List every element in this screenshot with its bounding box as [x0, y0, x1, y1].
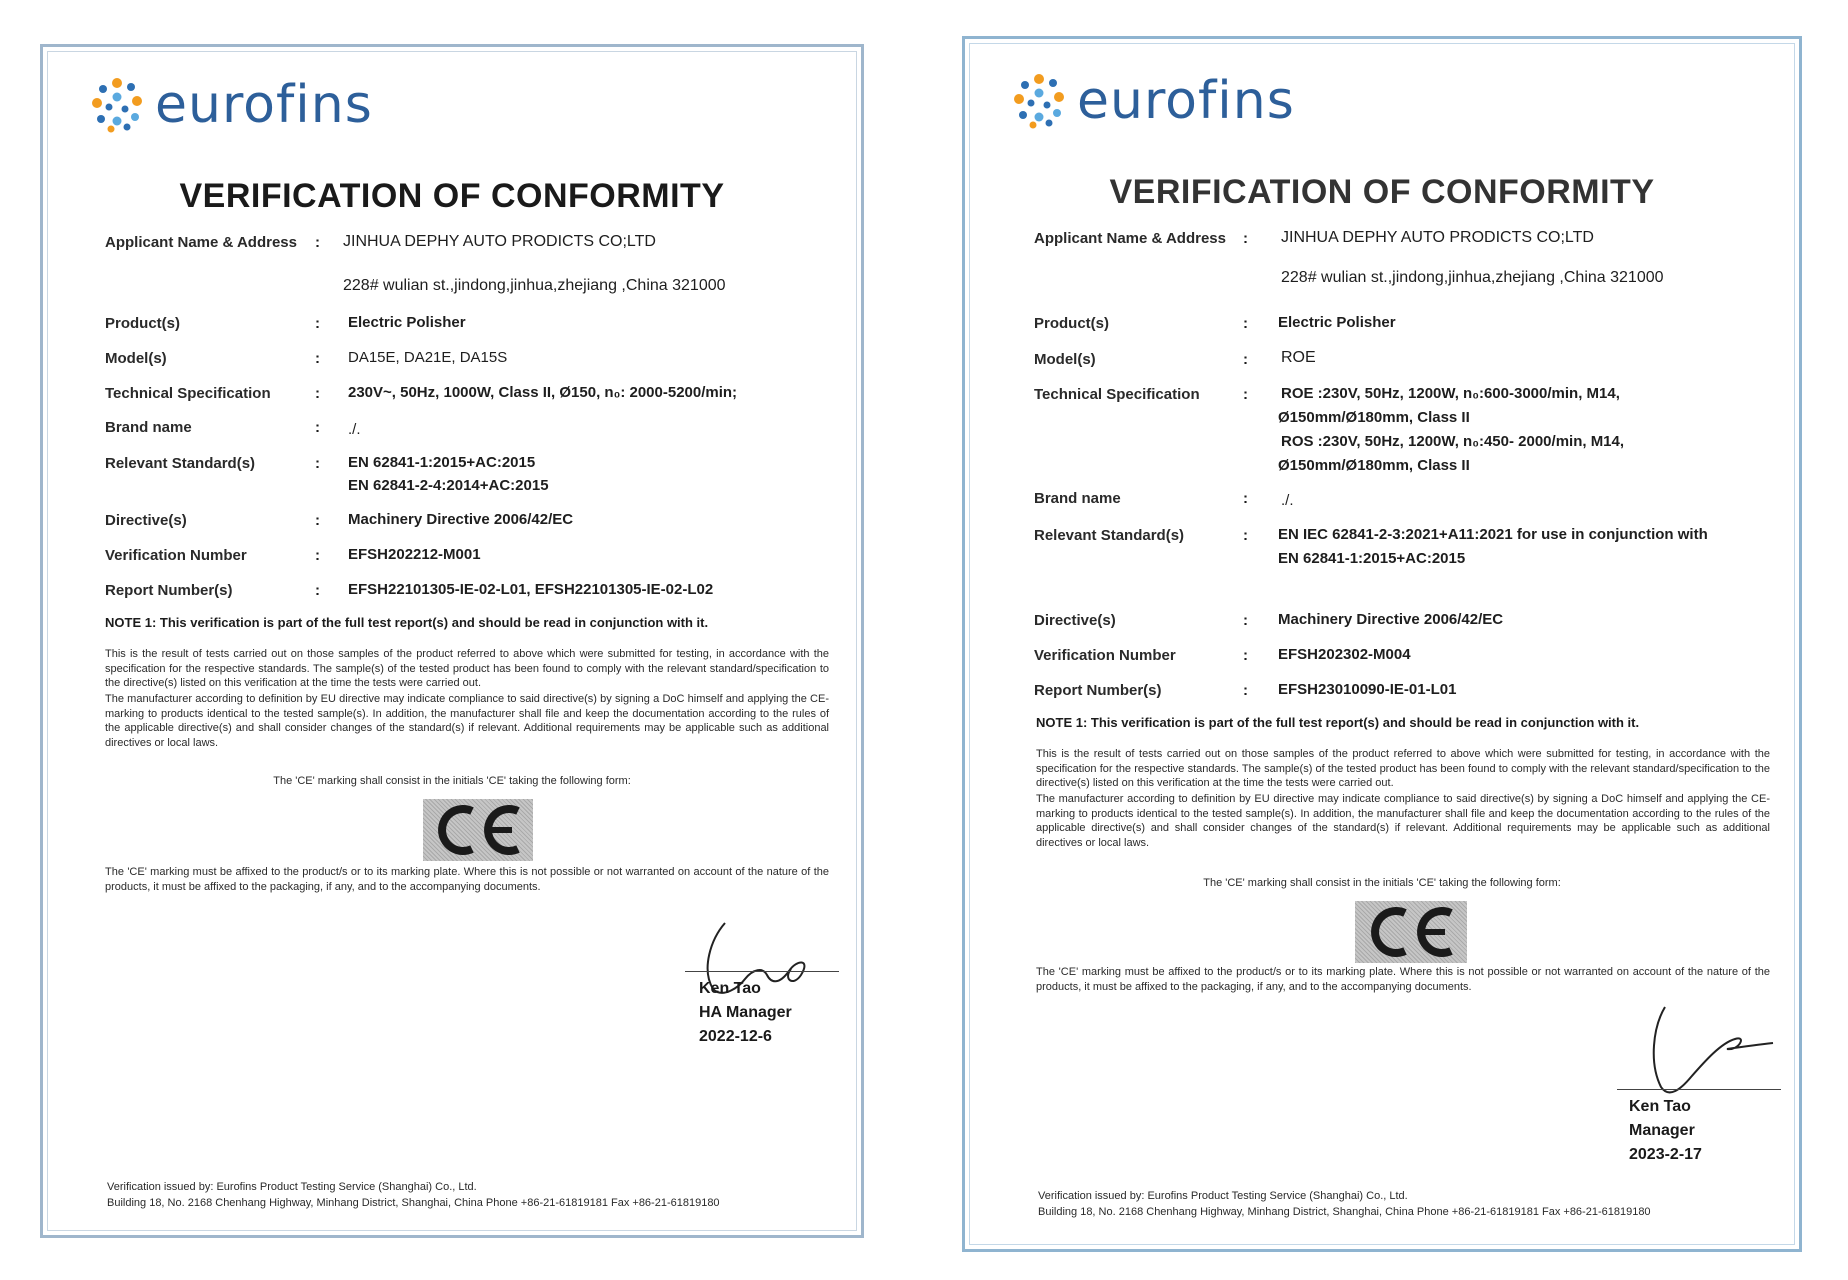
eurofins-dots-icon	[1011, 73, 1067, 129]
note-1: NOTE 1: This verification is part of the full test report(s) and should be read in conjunction with it.	[1036, 715, 1640, 730]
colon: :	[315, 315, 320, 332]
tech-spec-roe-size: Ø150mm/Ø180mm, Class II	[1278, 409, 1470, 426]
tech-spec-value: 230V~, 50Hz, 1000W, Class II, Ø150, n₀: 2000-5200/min;	[348, 384, 738, 401]
label-brand: Brand name	[105, 419, 192, 436]
label-applicant: Applicant Name & Address	[105, 234, 297, 251]
label-products: Product(s)	[105, 315, 180, 332]
label-brand: Brand name	[1034, 490, 1121, 507]
product-value: Electric Polisher	[348, 314, 466, 331]
footer-address: Building 18, No. 2168 Chenhang Highway, Minhang District, Shanghai, China Phone +86-21-61819181 Fax +86-21-61819180	[107, 1197, 720, 1209]
label-directives: Directive(s)	[1034, 612, 1116, 629]
directive-value: Machinery Directive 2006/42/EC	[348, 511, 574, 528]
manufacturer-paragraph: The manufacturer according to definition by EU directive may indicate compliance to said directive(s) by signing a DoC himself and applying the CE-marking to products identical to the tested sample(s). In addition, the manufacturer shall file and keep the documentation according to the rules of the applicable directive(s) and shall consider changes of the standard(s) if relevant. Additional requirements may be applicable such as additional directives or local laws.	[105, 693, 829, 749]
standard-1: EN 62841-1:2015+AC:2015	[348, 454, 536, 471]
signer-title: Manager	[1629, 1122, 1695, 1139]
colon: :	[315, 512, 320, 529]
note-1: NOTE 1: This verification is part of the full test report(s) and should be read in conjunction with it.	[105, 615, 709, 630]
applicant-name: JINHUA DEPHY AUTO PRODICTS CO;LTD	[343, 233, 656, 250]
logo-text: eurofins	[155, 75, 373, 135]
report-numbers: EFSH22101305-IE-02-L01, EFSH22101305-IE-02-L02	[348, 581, 714, 598]
colon: :	[1243, 386, 1248, 403]
standard-2: EN 62841-2-4:2014+AC:2015	[348, 477, 549, 494]
label-applicant: Applicant Name & Address	[1034, 230, 1226, 247]
applicant-address: 228# wulian st.,jindong,jinhua,zhejiang ,China 321000	[1281, 269, 1664, 286]
label-models: Model(s)	[1034, 351, 1096, 368]
label-standards: Relevant Standard(s)	[105, 455, 256, 472]
label-tech-spec: Technical Specification	[105, 385, 271, 402]
certificate-right	[962, 36, 1802, 1252]
eurofins-dots-icon	[89, 77, 145, 133]
report-numbers: EFSH23010090-IE-01-L01	[1278, 681, 1457, 698]
colon: :	[1243, 230, 1248, 247]
label-report: Report Number(s)	[1034, 682, 1162, 699]
colon: :	[1243, 647, 1248, 664]
applicant-address: 228# wulian st.,jindong,jinhua,zhejiang ,China 321000	[343, 277, 726, 294]
label-verification: Verification Number	[1034, 647, 1176, 664]
footer-address: Building 18, No. 2168 Chenhang Highway, Minhang District, Shanghai, China Phone +86-21-61819181 Fax +86-21-61819180	[1038, 1206, 1651, 1218]
signer-title: HA Manager	[699, 1004, 792, 1021]
certificate-left	[40, 44, 864, 1238]
footer-issuer: Verification issued by: Eurofins Product Testing Service (Shanghai) Co., Ltd.	[1038, 1190, 1408, 1202]
footer-issuer: Verification issued by: Eurofins Product Testing Service (Shanghai) Co., Ltd.	[107, 1181, 477, 1193]
applicant-name: JINHUA DEPHY AUTO PRODICTS CO;LTD	[1281, 229, 1594, 246]
signature-date: 2022-12-6	[699, 1028, 772, 1045]
models-value: DA15E, DA21E, DA15S	[348, 349, 508, 366]
ce-caption: The 'CE' marking shall consist in the initials 'CE' taking the following form:	[1203, 877, 1561, 889]
colon: :	[1243, 351, 1248, 368]
document-title: VERIFICATION OF CONFORMITY	[1109, 173, 1655, 211]
document-title: VERIFICATION OF CONFORMITY	[179, 177, 725, 215]
manufacturer-paragraph: The manufacturer according to definition by EU directive may indicate compliance to said directive(s) by signing a DoC himself and applying the CE-marking to products identical to the tested sample(s). In addition, the manufacturer shall file and keep the documentation according to the rules of the applicable directive(s) and shall consider changes of the standard(s) if relevant. Additional requirements may be applicable such as additional directives or local laws.	[1036, 793, 1770, 849]
label-report: Report Number(s)	[105, 582, 233, 599]
ce-mark-icon	[423, 799, 533, 861]
standard-2: EN 62841-1:2015+AC:2015	[1278, 550, 1466, 567]
signature-icon	[1631, 1003, 1781, 1103]
ce-affix-paragraph: The 'CE' marking must be affixed to the product/s or to its marking plate. Where this is not possible or not warranted on account of the nature of the products, it must be affixed to the packaging, if any, and to the accompanying documents.	[1036, 966, 1770, 993]
colon: :	[315, 582, 320, 599]
label-products: Product(s)	[1034, 315, 1109, 332]
colon: :	[315, 455, 320, 472]
label-tech-spec: Technical Specification	[1034, 386, 1200, 403]
ce-mark-icon	[1355, 901, 1467, 963]
signer-name: Ken Tao	[699, 980, 761, 997]
colon: :	[315, 419, 320, 436]
colon: :	[1243, 490, 1248, 507]
colon: :	[315, 547, 320, 564]
colon: :	[315, 350, 320, 367]
product-value: Electric Polisher	[1278, 314, 1396, 331]
label-directives: Directive(s)	[105, 512, 187, 529]
brand-value: ./.	[1281, 492, 1294, 509]
models-value: ROE	[1281, 349, 1316, 366]
eurofins-logo	[1011, 73, 1295, 129]
tech-spec-ros-size: Ø150mm/Ø180mm, Class II	[1278, 457, 1470, 474]
directive-value: Machinery Directive 2006/42/EC	[1278, 611, 1504, 628]
colon: :	[315, 385, 320, 402]
signature-line	[1617, 1089, 1781, 1090]
ce-caption: The 'CE' marking shall consist in the initials 'CE' taking the following form:	[273, 775, 631, 787]
verification-number: EFSH202212-M001	[348, 546, 481, 563]
colon: :	[1243, 527, 1248, 544]
colon: :	[1243, 315, 1248, 332]
standard-1: EN IEC 62841-2-3:2021+A11:2021 for use in conjunction with	[1278, 526, 1708, 543]
signature-date: 2023-2-17	[1629, 1146, 1702, 1163]
label-verification: Verification Number	[105, 547, 247, 564]
colon: :	[315, 234, 320, 251]
colon: :	[1243, 682, 1248, 699]
colon: :	[1243, 612, 1248, 629]
ce-affix-paragraph: The 'CE' marking must be affixed to the product/s or to its marking plate. Where this is not possible or not warranted on account of the nature of the products, it must be affixed to the packaging, if any, and to the accompanying documents.	[105, 866, 829, 893]
tech-spec-ros: ROS :230V, 50Hz, 1200W, n₀:450- 2000/min, M14,	[1281, 433, 1625, 450]
result-paragraph: This is the result of tests carried out on those samples of the product referred to above which were submitted for testing, in accordance with the specification for the respective standards. The sample(s) of the tested product has been found to comply with the relevant standard/specification to the directive(s) listed on this verification at the time the tests were carried out.	[105, 648, 829, 689]
verification-number: EFSH202302-M004	[1278, 646, 1411, 663]
signer-name: Ken Tao	[1629, 1098, 1691, 1115]
label-standards: Relevant Standard(s)	[1034, 527, 1185, 544]
label-models: Model(s)	[105, 350, 167, 367]
result-paragraph: This is the result of tests carried out on those samples of the product referred to above which were submitted for testing, in accordance with the specification for the respective standards. The sample(s) of the tested product has been found to comply with the relevant standard/specification to the directive(s) listed on this verification at the time the tests were carried out.	[1036, 748, 1770, 789]
brand-value: ./.	[348, 421, 361, 438]
signature-line	[685, 971, 839, 972]
tech-spec-roe: ROE :230V, 50Hz, 1200W, n₀:600-3000/min, M14,	[1281, 385, 1620, 402]
logo-text: eurofins	[1077, 71, 1295, 131]
eurofins-logo	[89, 77, 373, 133]
